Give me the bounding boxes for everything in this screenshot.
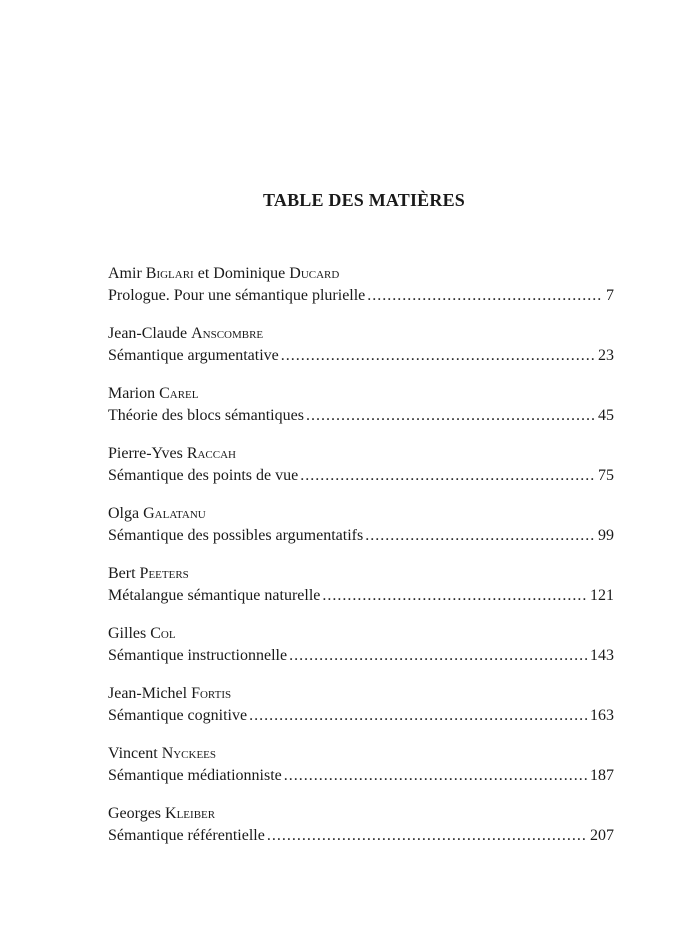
author-first-name: Jean-Claude: [108, 325, 192, 342]
dot-leader: [300, 465, 595, 487]
toc-list: [108, 262, 614, 862]
page-number: 143: [590, 647, 614, 664]
page-number: 45: [598, 407, 614, 424]
page-number: 75: [598, 467, 614, 484]
chapter-title: Sémantique argumentative: [108, 347, 279, 364]
author-last-name: Galatanu: [143, 505, 206, 522]
toc-title: TABLE DES MATIÈRES: [263, 190, 465, 210]
author-line: [108, 743, 614, 765]
dot-leader: [365, 525, 595, 547]
toc-entry: [108, 262, 614, 322]
author-last-name: Raccah: [186, 445, 236, 462]
toc-entry: [108, 622, 614, 682]
chapter-title: Prologue. Pour une sémantique plurielle: [108, 287, 366, 304]
toc-link[interactable]: [108, 465, 614, 487]
author-line: [108, 803, 614, 825]
author-first-name: Marion: [108, 385, 160, 402]
author-first-name: Amir: [108, 265, 146, 282]
toc-link[interactable]: [108, 405, 614, 427]
author-last-name: Anscombre: [191, 325, 264, 342]
author-line: [108, 443, 614, 465]
author-line: [108, 503, 614, 525]
author-line: [108, 263, 614, 285]
toc-entry: [108, 742, 614, 802]
toc-link[interactable]: [108, 525, 614, 547]
author-last-name: Biglari: [145, 265, 194, 282]
author-first-name: Georges: [108, 805, 166, 822]
author-last-name: Carel: [159, 385, 199, 402]
toc-entry: [108, 322, 614, 382]
toc-entry: [108, 382, 614, 442]
chapter-title: Métalangue sémantique naturelle: [108, 587, 321, 604]
page-number: 207: [590, 827, 614, 844]
author-first-name: Olga: [108, 505, 144, 522]
author-line: [108, 623, 614, 645]
page-number: 187: [590, 767, 614, 784]
toc-entry: [108, 682, 614, 742]
author-last-name: Peeters: [139, 565, 189, 582]
page-number: 99: [598, 527, 614, 544]
toc-link[interactable]: [108, 645, 614, 667]
page-number: 7: [606, 287, 614, 304]
toc-entry: [108, 802, 614, 862]
toc-link[interactable]: [108, 345, 614, 367]
page-number: 23: [598, 347, 614, 364]
author-line: [108, 383, 614, 405]
chapter-title: Sémantique référentielle: [108, 827, 265, 844]
toc-link[interactable]: [108, 705, 614, 727]
author-last-name: Nyckees: [161, 745, 217, 762]
toc-link[interactable]: [108, 825, 614, 847]
author-line: [108, 323, 614, 345]
author-last-name: Kleiber: [165, 805, 216, 822]
author-last-name: Fortis: [191, 685, 232, 702]
chapter-title: Sémantique instructionnelle: [108, 647, 288, 664]
author-first-name: Gilles: [108, 625, 151, 642]
toc-link[interactable]: [108, 765, 614, 787]
chapter-title: Sémantique des points de vue: [108, 467, 299, 484]
author-last-name: Col: [150, 625, 176, 642]
toc-entry: [108, 442, 614, 502]
chapter-title: Sémantique médiationniste: [108, 767, 282, 784]
author-first-name: Bert: [108, 565, 140, 582]
toc-entry: [108, 562, 614, 622]
toc-link[interactable]: [108, 285, 614, 307]
dot-leader: [322, 585, 587, 607]
author-line: [108, 683, 614, 705]
chapter-title: Sémantique des possibles argumentatifs: [108, 527, 364, 544]
author-last-name-2: Ducard: [289, 265, 340, 282]
dot-leader: [267, 825, 587, 847]
author-first-name: Pierre-Yves: [108, 445, 187, 462]
author-first-name: Jean-Michel: [108, 685, 192, 702]
author-line: [108, 563, 614, 585]
dot-leader: [249, 705, 587, 727]
author-first-name: Vincent: [108, 745, 162, 762]
dot-leader: [367, 285, 603, 307]
dot-leader: [289, 645, 587, 667]
author-connector: et Dominique: [193, 265, 290, 282]
page-number: 163: [590, 707, 614, 724]
dot-leader: [281, 345, 595, 367]
toc-link[interactable]: [108, 585, 614, 607]
dot-leader: [306, 405, 595, 427]
dot-leader: [284, 765, 587, 787]
page-number: 121: [590, 587, 614, 604]
toc-entry: [108, 502, 614, 562]
chapter-title: Théorie des blocs sémantiques: [108, 407, 304, 424]
chapter-title: Sémantique cognitive: [108, 707, 248, 724]
